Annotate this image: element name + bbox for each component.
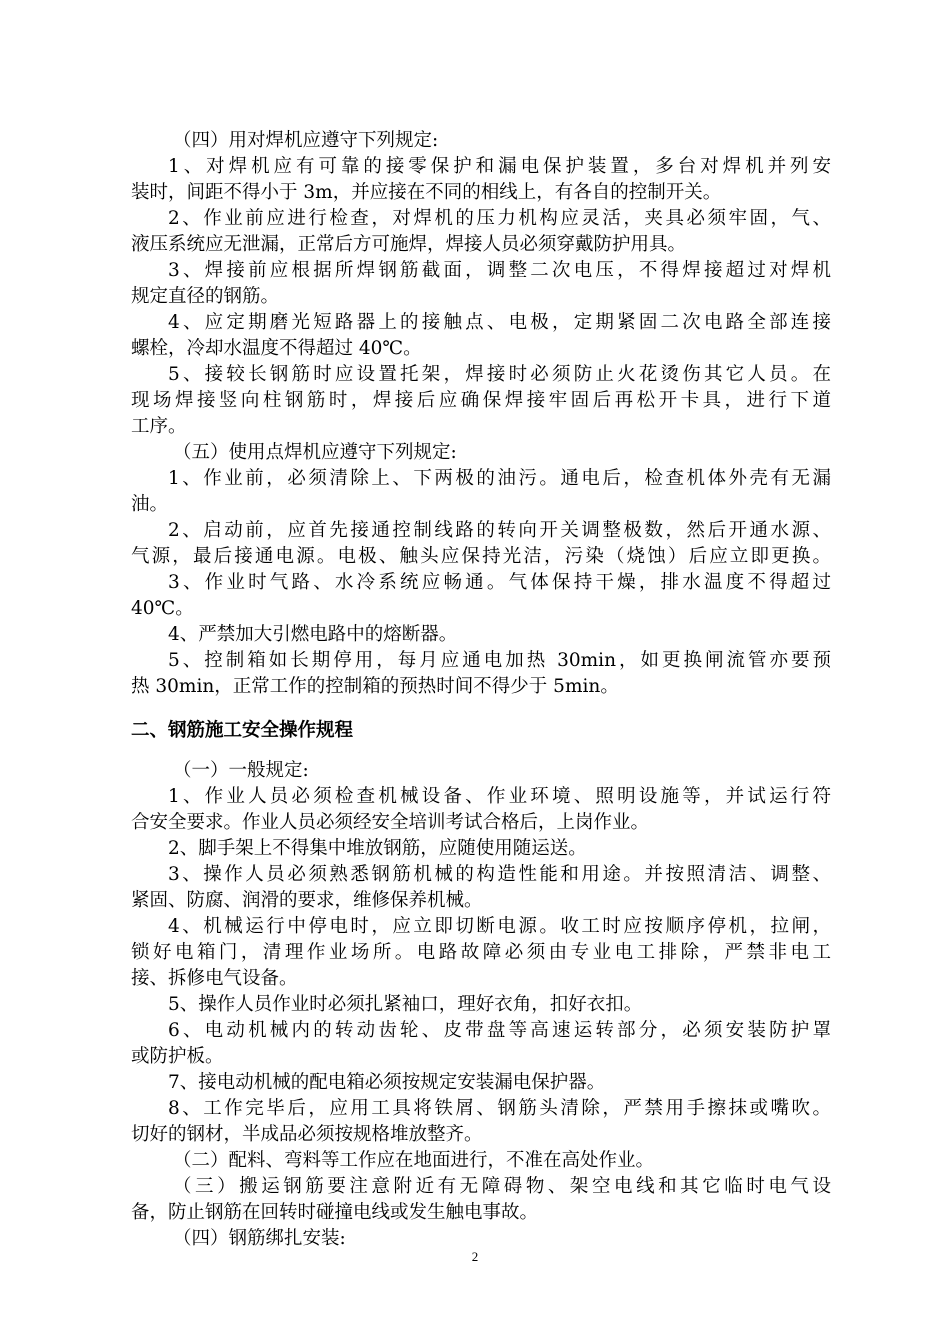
paragraph-line: 合安全要求。作业人员必须经安全培训考试合格后，上岗作业。 [131,812,650,833]
section-four-title: （四）用对焊机应遵守下列规定: [173,130,439,151]
document-page [131,128,831,1252]
paragraph-line: （二）配料、弯料等工作应在地面进行，不准在高处作业。 [173,1150,655,1171]
paragraph-line: 8、工作完毕后，应用工具将铁屑、钢筋头清除，严禁用手擦抹或嘴吹。 [168,1098,831,1119]
paragraph-line: 切好的钢材，半成品必须按规格堆放整齐。 [131,1124,483,1145]
paragraph-line: 4、机械运行中停电时，应立即切断电源。收工时应按顺序停机，拉闸， [168,916,831,937]
section-five-title: （五）使用点焊机应遵守下列规定: [173,442,457,463]
paragraph-line: 5、控制箱如长期停用，每月应通电加热 30min，如更换闸流管亦要预 [168,650,831,671]
paragraph-line: 5、接较长钢筋时应设置托架，焊接时必须防止火花烫伤其它人员。在 [168,364,831,385]
paragraph-line: 40℃。 [131,598,194,619]
paragraph-line: 装时，间距不得小于 3m，并应接在不同的相线上，有各自的控制开关。 [131,182,722,203]
paragraph-line: 4、应定期磨光短路器上的接触点、电极，定期紧固二次电路全部连接 [168,312,831,333]
paragraph-line: 4、严禁加大引燃电路中的熔断器。 [168,624,458,645]
paragraph-line: 油。 [131,494,169,515]
paragraph-line: 气源，最后接通电源。电极、触头应保持光洁，污染（烧蚀）后应立即更换。 [131,546,831,567]
paragraph-line: 1、作业人员必须检查机械设备、作业环境、照明设施等，并试运行符 [168,786,831,807]
paragraph-line: （三）搬运钢筋要注意附近有无障碍物、架空电线和其它临时电气设 [173,1176,831,1197]
paragraph-line: 5、操作人员作业时必须扎紧袖口，理好衣角，扣好衣扣。 [168,994,643,1015]
paragraph-line: 液压系统应无泄漏，正常后方可施焊，焊接人员必须穿戴防护用具。 [131,234,687,255]
paragraph-line: 3、作业时气路、水冷系统应畅通。气体保持干燥，排水温度不得超过 [168,572,831,593]
paragraph-line: 6、电动机械内的转动齿轮、皮带盘等高速运转部分，必须安装防护罩 [168,1020,831,1041]
section-heading: 二、钢筋施工安全操作规程 [131,720,354,741]
paragraph-line: 热 30min，正常工作的控制箱的预热时间不得少于 5min。 [131,676,619,697]
paragraph-line: 2、作业前应进行检查，对焊机的压力机构应灵活，夹具必须牢固，气、 [168,208,831,229]
paragraph-line: 1、对焊机应有可靠的接零保护和漏电保护装置，多台对焊机并列安 [168,156,831,177]
paragraph-line: 3、操作人员必须熟悉钢筋机械的构造性能和用途。并按照清洁、调整、 [168,864,831,885]
paragraph-line: 1、作业前，必须清除上、下两极的油污。通电后，检查机体外壳有无漏 [168,468,831,489]
paragraph-line: 紧固、防腐、润滑的要求，维修保养机械。 [131,890,483,911]
paragraph-line: 2、脚手架上不得集中堆放钢筋，应随使用随运送。 [168,838,587,859]
paragraph-line: 现场焊接竖向柱钢筋时，焊接后应确保焊接牢固后再松开卡具，进行下道 [131,390,831,411]
subsection-title: （一）一般规定: [173,760,309,781]
paragraph-line: 螺栓，冷却水温度不得超过 40℃。 [131,338,422,359]
paragraph-line: 或防护板。 [131,1046,224,1067]
paragraph-line: 2、启动前，应首先接通控制线路的转向开关调整极数，然后开通水源、 [168,520,831,541]
paragraph-line: 备，防止钢筋在回转时碰撞电线或发生触电事故。 [131,1202,539,1223]
page-number: 2 [471,1249,479,1264]
paragraph-line: 规定直径的钢筋。 [131,286,280,307]
paragraph-line: 工序。 [131,416,187,437]
paragraph-line: 7、接电动机械的配电箱必须按规定安装漏电保护器。 [168,1072,606,1093]
paragraph-line: 3、焊接前应根据所焊钢筋截面，调整二次电压，不得焊接超过对焊机 [168,260,831,281]
paragraph-line: 接、拆修电气设备。 [131,968,298,989]
paragraph-line: 锁好电箱门，清理作业场所。电路故障必须由专业电工排除，严禁非电工 [131,942,831,963]
subsection-title: （四）钢筋绑扎安装: [173,1228,346,1249]
